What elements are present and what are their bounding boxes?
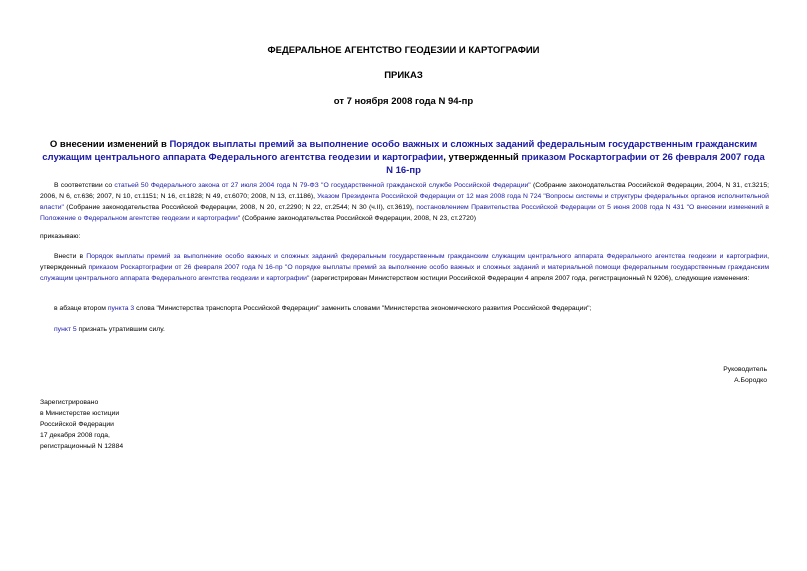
- link-bonus-procedure[interactable]: Порядок выплаты премий за выполнение особо важных и сложных заданий федеральным государственным гражданским служащим центрального аппарата Федерального агентства геодезии и картографии: [86, 253, 768, 260]
- amendment-text-2: , утвержденный: [40, 253, 770, 271]
- link-clause-3[interactable]: пункта 3: [107, 305, 135, 312]
- registration-line: регистрационный N 12884: [40, 443, 124, 450]
- amendment-text-1: Внести в: [54, 253, 87, 260]
- change2-text-1: признать утратившим силу.: [76, 326, 165, 333]
- preamble-text-4: (Собрание законодательства Российской Федерации, 2008, N 23, ст.2720): [240, 215, 476, 222]
- registration-line: в Министерстве юстиции: [40, 410, 120, 417]
- preamble-paragraph: [40, 180, 769, 224]
- change-item-2: [40, 324, 769, 335]
- document-title: [40, 138, 767, 177]
- title-link-procedure[interactable]: Порядок выплаты премий за выполнение особо важных и сложных заданий федеральным государственным гражданским служащим центрального аппарата Федерального агентства геодезии и картографии: [42, 139, 758, 163]
- document-date: от 7 ноября 2008 года N 94-пр: [333, 96, 474, 107]
- title-text-1: О внесении изменений в: [49, 139, 170, 150]
- link-clause-5[interactable]: пункт 5: [54, 326, 77, 333]
- registration-block: [40, 397, 123, 452]
- signer-role: Руководитель: [723, 366, 767, 373]
- document-type: ПРИКАЗ: [384, 70, 423, 81]
- change-item-1: [40, 303, 769, 314]
- link-order-16-pr[interactable]: приказом Роскартографии от 26 февраля 2007 года N 16-пр "О порядке выплаты премий за выполнение особо важных и сложных заданий и материальной помощи федеральным государственным гражданским служащим центрального аппарата Федерального агентства геодезии и картографии": [40, 264, 769, 282]
- signer-name: А.Бородко: [734, 377, 767, 384]
- link-government-resolution-431[interactable]: постановлением Правительства Российской Федерации от 5 июня 2008 года N 431 "О внесении изменений в Положение о Федеральном агентстве геодезии и картографии": [40, 204, 769, 222]
- title-link-order[interactable]: приказом Роскартографии от 26 февраля 2007 года N 16-пр: [386, 152, 765, 176]
- preamble-text-1: В соответствии со: [54, 182, 115, 189]
- change1-text-2: слова "Министерства транспорта Российской Федерации" заменить словами "Министерства экономического развития Российской Федерации";: [134, 305, 592, 312]
- registration-line: 17 декабря 2008 года,: [40, 432, 110, 439]
- registration-line: Российской Федерации: [40, 421, 114, 428]
- amendment-paragraph: [40, 251, 769, 284]
- amendment-text-3: (зарегистрирован Министерством юстиции Российской Федерации 4 апреля 2007 года, регистрационный N 9206), следующие изменения:: [309, 275, 750, 282]
- link-presidential-decree-724[interactable]: Указом Президента Российской Федерации от 12 мая 2008 года N 724 "Вопросы системы и структуры федеральных органов исполнительной власти": [40, 193, 769, 211]
- change1-text-1: в абзаце втором: [54, 305, 108, 312]
- order-word: приказываю:: [40, 233, 81, 240]
- link-federal-law-article-50[interactable]: статьей 50 Федерального закона от 27 июля 2004 года N 79-ФЗ "О государственной гражданской службе Российской Федерации": [114, 182, 531, 189]
- agency-name: ФЕДЕРАЛЬНОЕ АГЕНТСТВО ГЕОДЕЗИИ И КАРТОГРАФИИ: [267, 45, 540, 56]
- signature-block: [723, 364, 767, 386]
- title-text-2: , утвержденный: [443, 152, 522, 163]
- registration-line: Зарегистрировано: [40, 399, 99, 406]
- preamble-text-3: (Собрание законодательства Российской Федерации, 2008, N 20, ст.2290; N 22, ст.2544; N 30 (ч.II), ст.3619),: [63, 204, 417, 211]
- preamble-text-2: (Собрание законодательства Российской Федерации, 2004, N 31, ст.3215; 2006, N 6, ст.636; 2007, N 10, ст.1151; N 16, ст.1828; N 49, ст.6070; 2008, N 13, ст.1186),: [40, 182, 769, 200]
